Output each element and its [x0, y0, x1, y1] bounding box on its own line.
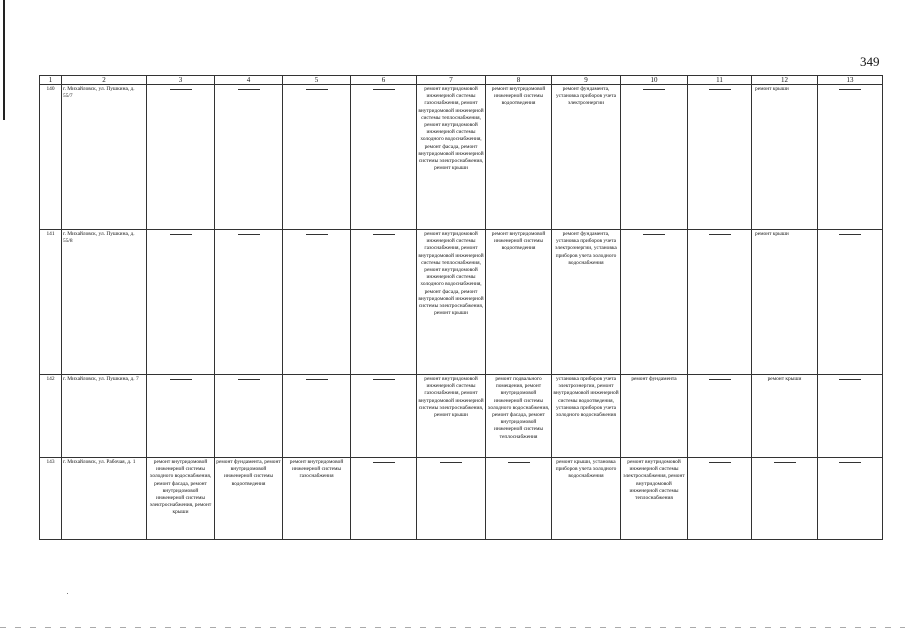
row-number: 141: [40, 230, 62, 375]
header-cell: 8: [486, 76, 552, 85]
work-cell-col7: ремонт внутридомовой инженерной системы газоснабжения, ремонт внутридомовой инженерной системы теплоснабжения, ремонт внутридомовой инженерной системы холодного водоснабжения, ремонт фасада, ремонт внутридомовой инженерной системы электроснабжения, ремонт крыши: [417, 230, 486, 375]
empty-cell-dash: [283, 230, 351, 375]
empty-cell-dash: [688, 375, 752, 458]
empty-cell-dash: [147, 85, 215, 230]
empty-cell-dash: [351, 375, 417, 458]
work-cell-col12: ремонт крыши: [752, 230, 818, 375]
work-cell-col8: ремонт внутридомовой инженерной системы водоотведения: [486, 85, 552, 230]
row-address: г. Михайловск, ул. Пушкина, д. 55/7: [62, 85, 147, 230]
work-cell-col8: ремонт внутридомовой инженерной системы водоотведения: [486, 230, 552, 375]
table-row: [40, 230, 883, 375]
work-cell-col9: установка приборов учета электроэнергии, ремонт внутридомовой инженерной системы водоотведения, установка приборов учета холодного водоснабжения: [552, 375, 621, 458]
table-row: [40, 85, 883, 230]
header-cell: 1: [40, 76, 62, 85]
scan-speck: [67, 593, 68, 594]
row-address: г. Михайловск, ул. Пушкина, д. 55/8: [62, 230, 147, 375]
row-address: г. Михайловск, ул. Пушкина, д. 7: [62, 375, 147, 458]
empty-cell-dash: [688, 85, 752, 230]
header-cell: 6: [351, 76, 417, 85]
empty-cell-dash: [752, 458, 818, 540]
header-cell: 4: [215, 76, 283, 85]
empty-cell-dash: [215, 375, 283, 458]
empty-cell-dash: [215, 230, 283, 375]
header-cell: 3: [147, 76, 215, 85]
empty-cell-dash: [351, 85, 417, 230]
work-cell-col7: ремонт внутридомовой инженерной системы газоснабжения, ремонт внутридомовой инженерной системы теплоснабжения, ремонт внутридомовой инженерной системы холодного водоснабжения, ремонт фасада, ремонт внутридомовой инженерной системы электроснабжения, ремонт крыши: [417, 85, 486, 230]
empty-cell-dash: [351, 230, 417, 375]
work-cell-col4: ремонт фундамента, ремонт внутридомовой инженерной системы водоотведения: [215, 458, 283, 540]
header-cell: 2: [62, 76, 147, 85]
work-cell-col9: ремонт фундамента, установка приборов учета электроэнергии: [552, 85, 621, 230]
empty-cell-dash: [147, 230, 215, 375]
table-row: [40, 458, 883, 540]
empty-cell-dash: [147, 375, 215, 458]
header-cell: 5: [283, 76, 351, 85]
empty-cell-dash: [818, 85, 883, 230]
work-cell-col10: ремонт фундамента: [621, 375, 688, 458]
empty-cell-dash: [688, 230, 752, 375]
row-number: 142: [40, 375, 62, 458]
empty-cell-dash: [818, 458, 883, 540]
work-cell-col12: ремонт крыши: [752, 375, 818, 458]
empty-cell-dash: [351, 458, 417, 540]
page-number: 349: [860, 54, 880, 69]
empty-cell-dash: [283, 85, 351, 230]
repair-schedule-table: [39, 75, 883, 540]
work-cell-col9: ремонт крыши, установка приборов учета холодного водоснабжения: [552, 458, 621, 540]
empty-cell-dash: [621, 85, 688, 230]
empty-cell-dash: [818, 230, 883, 375]
row-number: 143: [40, 458, 62, 540]
work-cell-col5: ремонт внутридомовой инженерной системы газоснабжения: [283, 458, 351, 540]
header-cell: 13: [818, 76, 883, 85]
left-margin-rule: [3, 0, 5, 120]
empty-cell-dash: [215, 85, 283, 230]
row-address: г. Михайловск, ул. Рабочая, д. 1: [62, 458, 147, 540]
work-cell-col3: ремонт внутридомовой инженерной системы холодного водоснабжения, ремонт фасада, ремонт внутридомовой инженерной системы электроснабжения, ремонт крыши: [147, 458, 215, 540]
work-cell-col10: ремонт внутридомовой инженерной системы электроснабжения, ремонт внутридомовой инженерной системы теплоснабжения: [621, 458, 688, 540]
empty-cell-dash: [486, 458, 552, 540]
header-cell: 7: [417, 76, 486, 85]
header-cell: 11: [688, 76, 752, 85]
scan-bottom-artifacts: [0, 627, 905, 628]
empty-cell-dash: [818, 375, 883, 458]
table-header: [40, 76, 883, 85]
work-cell-col9: ремонт фундамента, установка приборов учета электроэнергии, установка приборов учета холодного водоснабжения: [552, 230, 621, 375]
empty-cell-dash: [417, 458, 486, 540]
empty-cell-dash: [688, 458, 752, 540]
work-cell-col8: ремонт подвального помещения, ремонт внутридомовой инженерной системы холодного водоснабжения, ремонт фасада, ремонт внутридомовой инженерной системы теплоснабжения: [486, 375, 552, 458]
empty-cell-dash: [283, 375, 351, 458]
empty-cell-dash: [621, 230, 688, 375]
header-cell: 12: [752, 76, 818, 85]
row-number: 140: [40, 85, 62, 230]
header-cell: 9: [552, 76, 621, 85]
header-cell: 10: [621, 76, 688, 85]
work-cell-col12: ремонт крыши: [752, 85, 818, 230]
table-row: [40, 375, 883, 458]
work-cell-col7: ремонт внутридомовой инженерной системы газоснабжения, ремонт внутридомовой инженерной системы электроснабжения, ремонт крыши: [417, 375, 486, 458]
